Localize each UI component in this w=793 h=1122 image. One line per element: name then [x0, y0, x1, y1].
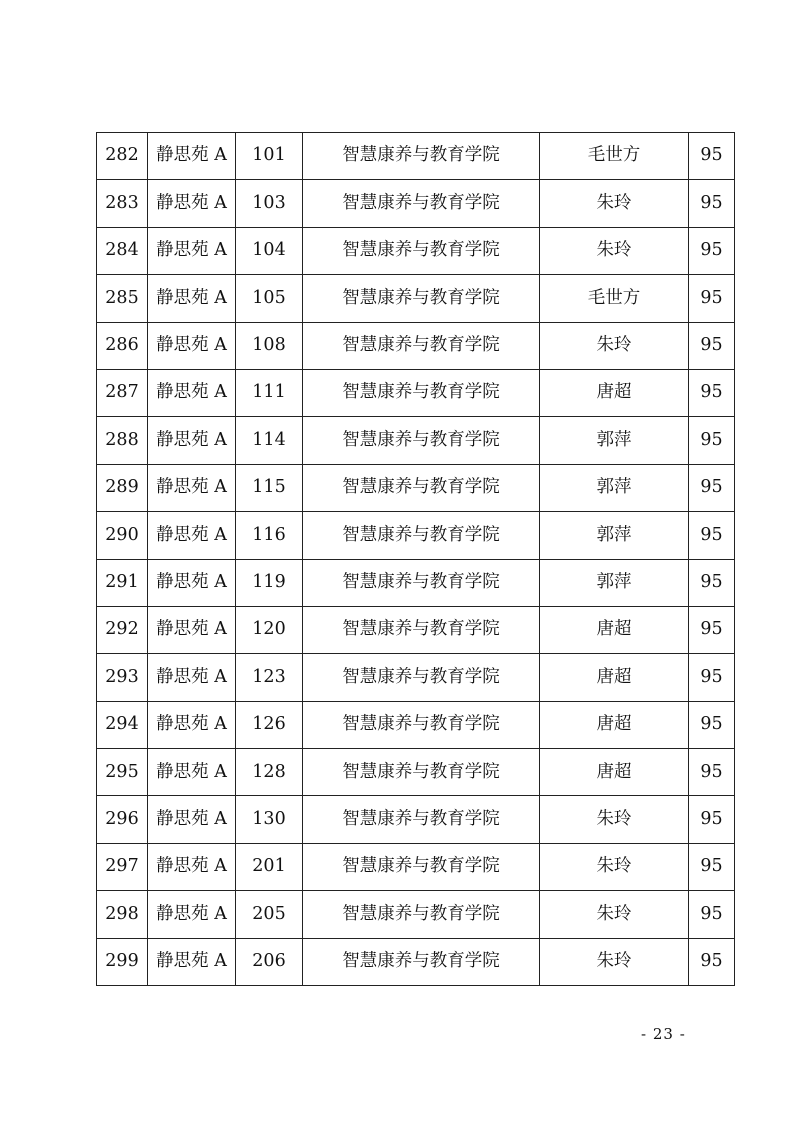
college-cell: 智慧康养与教育学院 [303, 512, 540, 559]
college-cell: 智慧康养与教育学院 [303, 606, 540, 653]
room-cell: 116 [236, 512, 303, 559]
table-row [97, 749, 735, 796]
room-cell: 201 [236, 843, 303, 890]
building-cell: 静思苑 A [148, 654, 236, 701]
score-cell: 95 [689, 180, 735, 227]
table-row [97, 891, 735, 938]
building-cell: 静思苑 A [148, 322, 236, 369]
table-row [97, 559, 735, 606]
room-cell: 126 [236, 701, 303, 748]
score-cell: 95 [689, 227, 735, 274]
score-cell: 95 [689, 512, 735, 559]
row-number-cell: 286 [97, 322, 148, 369]
score-cell: 95 [689, 701, 735, 748]
name-cell: 朱玲 [540, 891, 689, 938]
table-row [97, 701, 735, 748]
name-cell: 朱玲 [540, 796, 689, 843]
row-number-cell: 297 [97, 843, 148, 890]
name-cell: 毛世方 [540, 275, 689, 322]
building-cell: 静思苑 A [148, 464, 236, 511]
table-row [97, 843, 735, 890]
name-cell: 郭萍 [540, 464, 689, 511]
score-cell: 95 [689, 322, 735, 369]
name-cell: 唐超 [540, 606, 689, 653]
row-number-cell: 284 [97, 227, 148, 274]
table-row [97, 322, 735, 369]
row-number-cell: 282 [97, 133, 148, 180]
score-cell: 95 [689, 891, 735, 938]
room-cell: 115 [236, 464, 303, 511]
college-cell: 智慧康养与教育学院 [303, 701, 540, 748]
table-row [97, 133, 735, 180]
table-row [97, 417, 735, 464]
row-number-cell: 287 [97, 369, 148, 416]
college-cell: 智慧康养与教育学院 [303, 133, 540, 180]
name-cell: 朱玲 [540, 227, 689, 274]
table-row [97, 464, 735, 511]
name-cell: 朱玲 [540, 938, 689, 985]
name-cell: 唐超 [540, 749, 689, 796]
room-cell: 205 [236, 891, 303, 938]
name-cell: 毛世方 [540, 133, 689, 180]
score-cell: 95 [689, 369, 735, 416]
building-cell: 静思苑 A [148, 417, 236, 464]
college-cell: 智慧康养与教育学院 [303, 227, 540, 274]
score-cell: 95 [689, 559, 735, 606]
building-cell: 静思苑 A [148, 180, 236, 227]
room-cell: 130 [236, 796, 303, 843]
name-cell: 唐超 [540, 701, 689, 748]
row-number-cell: 289 [97, 464, 148, 511]
college-cell: 智慧康养与教育学院 [303, 322, 540, 369]
table-row [97, 512, 735, 559]
room-cell: 206 [236, 938, 303, 985]
name-cell: 朱玲 [540, 180, 689, 227]
building-cell: 静思苑 A [148, 891, 236, 938]
score-cell: 95 [689, 843, 735, 890]
row-number-cell: 298 [97, 891, 148, 938]
building-cell: 静思苑 A [148, 796, 236, 843]
score-cell: 95 [689, 796, 735, 843]
room-cell: 105 [236, 275, 303, 322]
college-cell: 智慧康养与教育学院 [303, 369, 540, 416]
name-cell: 唐超 [540, 654, 689, 701]
building-cell: 静思苑 A [148, 749, 236, 796]
table-row [97, 275, 735, 322]
building-cell: 静思苑 A [148, 606, 236, 653]
score-cell: 95 [689, 417, 735, 464]
room-cell: 119 [236, 559, 303, 606]
name-cell: 唐超 [540, 369, 689, 416]
college-cell: 智慧康养与教育学院 [303, 559, 540, 606]
college-cell: 智慧康养与教育学院 [303, 749, 540, 796]
name-cell: 郭萍 [540, 559, 689, 606]
building-cell: 静思苑 A [148, 938, 236, 985]
row-number-cell: 285 [97, 275, 148, 322]
building-cell: 静思苑 A [148, 701, 236, 748]
score-cell: 95 [689, 654, 735, 701]
row-number-cell: 292 [97, 606, 148, 653]
college-cell: 智慧康养与教育学院 [303, 180, 540, 227]
building-cell: 静思苑 A [148, 559, 236, 606]
score-cell: 95 [689, 133, 735, 180]
row-number-cell: 288 [97, 417, 148, 464]
score-cell: 95 [689, 749, 735, 796]
college-cell: 智慧康养与教育学院 [303, 654, 540, 701]
room-cell: 128 [236, 749, 303, 796]
row-number-cell: 291 [97, 559, 148, 606]
score-cell: 95 [689, 938, 735, 985]
table-row [97, 227, 735, 274]
college-cell: 智慧康养与教育学院 [303, 843, 540, 890]
building-cell: 静思苑 A [148, 843, 236, 890]
college-cell: 智慧康养与教育学院 [303, 938, 540, 985]
table-row [97, 796, 735, 843]
name-cell: 朱玲 [540, 322, 689, 369]
row-number-cell: 299 [97, 938, 148, 985]
score-cell: 95 [689, 275, 735, 322]
room-cell: 108 [236, 322, 303, 369]
row-number-cell: 283 [97, 180, 148, 227]
name-cell: 郭萍 [540, 417, 689, 464]
college-cell: 智慧康养与教育学院 [303, 417, 540, 464]
college-cell: 智慧康养与教育学院 [303, 891, 540, 938]
row-number-cell: 293 [97, 654, 148, 701]
room-cell: 114 [236, 417, 303, 464]
name-cell: 郭萍 [540, 512, 689, 559]
row-number-cell: 296 [97, 796, 148, 843]
room-cell: 123 [236, 654, 303, 701]
name-cell: 朱玲 [540, 843, 689, 890]
college-cell: 智慧康养与教育学院 [303, 275, 540, 322]
row-number-cell: 290 [97, 512, 148, 559]
row-number-cell: 294 [97, 701, 148, 748]
score-cell: 95 [689, 606, 735, 653]
room-cell: 104 [236, 227, 303, 274]
table-row [97, 606, 735, 653]
page-number: - 23 - [641, 1025, 686, 1043]
score-cell: 95 [689, 464, 735, 511]
table-row [97, 180, 735, 227]
table-row [97, 654, 735, 701]
room-cell: 120 [236, 606, 303, 653]
building-cell: 静思苑 A [148, 369, 236, 416]
college-cell: 智慧康养与教育学院 [303, 464, 540, 511]
table-row [97, 369, 735, 416]
building-cell: 静思苑 A [148, 133, 236, 180]
table-row [97, 938, 735, 985]
building-cell: 静思苑 A [148, 275, 236, 322]
college-cell: 智慧康养与教育学院 [303, 796, 540, 843]
building-cell: 静思苑 A [148, 512, 236, 559]
room-cell: 101 [236, 133, 303, 180]
building-cell: 静思苑 A [148, 227, 236, 274]
room-cell: 103 [236, 180, 303, 227]
row-number-cell: 295 [97, 749, 148, 796]
room-cell: 111 [236, 369, 303, 416]
dormitory-score-table [96, 132, 735, 986]
